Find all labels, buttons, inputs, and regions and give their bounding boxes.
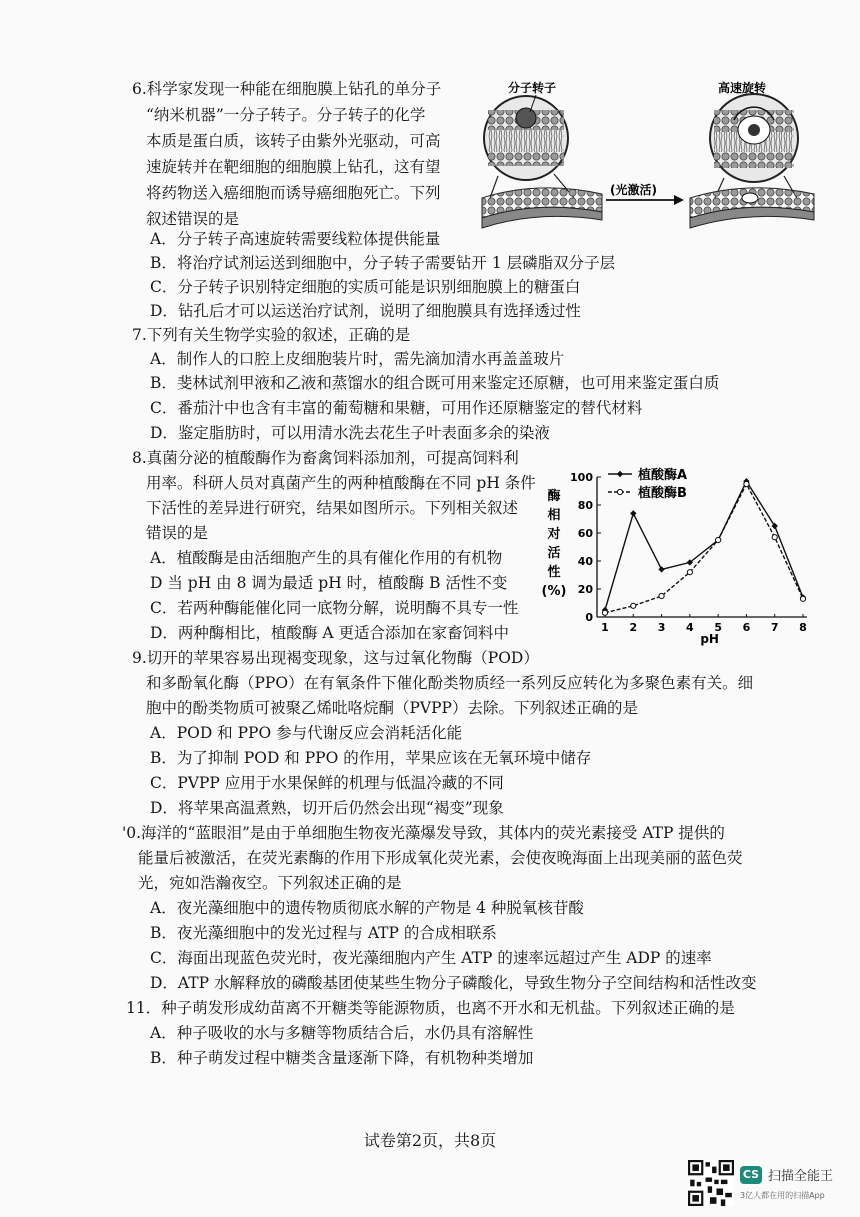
q7-stem: 7.下列有关生物学实验的叙述，正确的是: [132, 326, 411, 344]
legend-marker-2: [617, 489, 622, 494]
x-tick-label: 2: [629, 621, 638, 634]
q8-option-b: D 当 pH 由 8 调为最适 pH 时，植酸酶 B 活性不变: [150, 574, 508, 592]
q11-option-a: A．种子吸收的水与多糖等物质结合后，水仍具有溶解性: [150, 1024, 534, 1042]
q6-line-2: “纳米机器”一分子转子。分子转子的化学: [146, 106, 426, 124]
q8-line-2: 用率。科研人员对真菌产生的两种植酸酶在不同 pH 条件: [146, 474, 536, 492]
q7-option-a: A．制作人的口腔上皮细胞装片时，需先滴加清水再盖盖玻片: [150, 350, 565, 368]
y-tick-label: 80: [577, 499, 593, 512]
q11-stem: 11．种子萌发形成幼苗离不开糖类等能源物质，也离不开水和无机盐。下列叙述正确的是: [126, 999, 735, 1017]
y-tick-label: 0: [585, 611, 593, 624]
chart-y-axis-label: [542, 488, 567, 599]
q9-option-a: A．POD 和 PPO 参与代谢反应会消耗活化能: [150, 724, 463, 742]
q10-option-a: A．夜光藻细胞中的遗传物质彻底水解的产物是 4 种脱氧核苷酸: [150, 899, 584, 917]
q6-line-5: 将药物送入癌细胞而诱导癌细胞死亡。下列: [146, 184, 441, 202]
label-high-speed-rotation: 高速旋转: [718, 81, 767, 95]
q10-line-2: 能量后被激活，在荧光素酶的作用下形成氧化荧光素，会使夜晚海面上出现美丽的蓝色荧: [138, 849, 743, 867]
scanner-watermark: [688, 1160, 858, 1217]
q8-line-1: 8.真菌分泌的植酸酶作为畜禽饲料添加剂，可提高饲料利: [132, 449, 519, 467]
y-tick-label: 20: [577, 583, 593, 596]
x-tick-label: 1: [601, 621, 609, 634]
q10-option-b: B．夜光藻细胞中的发光过程与 ATP 的合成相联系: [150, 924, 497, 942]
chart-legend: [608, 467, 687, 501]
data-point-2: [602, 610, 607, 615]
molecular-rotor-figure: [478, 80, 818, 240]
legend-label-2: 植酸酶B: [638, 486, 687, 501]
x-axis-label: pH: [700, 632, 719, 646]
enzyme-activity-chart: [540, 462, 840, 652]
y-tick-label: 40: [577, 555, 593, 568]
q6-option-d: D．钻孔后才可以运送治疗试剂，说明了细胞膜具有选择透过性: [150, 302, 581, 320]
y-tick-label: 60: [577, 527, 593, 540]
left-membrane: [482, 188, 602, 228]
data-point-1: [630, 510, 636, 516]
data-point-2: [687, 570, 692, 575]
series-line-2: [605, 484, 803, 613]
y-axis-label-char: 性: [547, 565, 561, 580]
q6-line-3: 本质是蛋白质，该转子由紫外光驱动，可高: [146, 132, 441, 150]
q6-option-a: A．分子转子高速旋转需要线粒体提供能量: [150, 230, 441, 248]
q6-line-1: 6.科学家发现一种能在细胞膜上钻孔的单分子: [132, 80, 442, 98]
watermark-subtitle: 3亿人都在用的扫描App: [740, 1191, 825, 1200]
q8-line-3: 下活性的差异进行研究，结果如图所示。下列相关叙述: [146, 499, 519, 517]
q9-option-b: B．为了抑制 POD 和 PPO 的作用，苹果应该在无氧环境中储存: [150, 749, 592, 767]
q10-option-c: C．海面出现蓝色荧光时，夜光藻细胞内产生 ATP 的速率远超过产生 ADP 的速率: [150, 949, 712, 967]
y-axis-label-char: 对: [547, 527, 561, 542]
right-magnified-view: [710, 94, 798, 200]
x-tick-label: 8: [799, 621, 807, 634]
q7-option-b: B．斐林试剂甲液和乙液和蒸馏水的组合既可用来鉴定还原糖，也可用来鉴定蛋白质: [150, 374, 720, 392]
chart-axes: [570, 471, 807, 646]
x-tick-label: 5: [714, 621, 722, 634]
camscanner-logo: CS: [740, 1166, 762, 1184]
q6-option-c: C．分子转子识别特定细胞的实质可能是识别细胞膜上的糖蛋白: [150, 278, 581, 296]
q9-line-3: 胞中的酚类物质可被聚乙烯吡咯烷酮（PVPP）去除。下列叙述正确的是: [146, 699, 638, 717]
q8-option-d: D．两种酶相比，植酸酶 A 更适合添加在家畜饲料中: [150, 624, 509, 642]
q9-line-1: 9.切开的苹果容易出现褐变现象，这与过氧化物酶（POD）: [132, 649, 539, 667]
q9-option-d: D．将苹果高温煮熟，切开后仍然会出现“褐变”现象: [150, 799, 504, 817]
data-point-2: [744, 481, 749, 486]
x-tick-label: 3: [657, 621, 666, 634]
legend-label-1: 植酸酶A: [638, 468, 688, 483]
x-tick-label: 6: [742, 621, 751, 634]
q9-line-2: 和多酚氧化酶（PPO）在有氧条件下催化酚类物质经一系列反应转化为多聚色素有关。细: [146, 674, 754, 692]
q6-option-b: B．将治疗试剂运送到细胞中，分子转子需要钻开 1 层磷脂双分子层: [150, 254, 616, 272]
q10-option-d: D．ATP 水解释放的磷酸基团使某些生物分子磷酸化，导致生物分子空间结构和活性改变: [150, 974, 757, 992]
q8-option-a: A．植酸酶是由活细胞产生的具有催化作用的有机物: [150, 549, 503, 567]
data-point-2: [716, 537, 721, 542]
data-point-2: [772, 535, 777, 540]
x-tick-label: 7: [770, 621, 779, 634]
q10-line-1: '0.海洋的“蓝眼泪”是由于单细胞生物夜光藻爆发导致，其体内的荧光素接受 ATP 提供的: [122, 824, 725, 842]
q10-line-3: 光，宛如浩瀚夜空。下列叙述正确的是: [138, 874, 402, 892]
data-point-2: [659, 593, 664, 598]
right-membrane: [690, 188, 814, 228]
qr-code-icon: [688, 1160, 734, 1206]
watermark-title: 扫描全能王: [768, 1169, 834, 1184]
x-tick-label: 4: [686, 621, 694, 634]
data-point-2: [800, 596, 805, 601]
q6-line-6: 叙述错误的是: [146, 210, 240, 228]
series-line-1: [605, 481, 803, 610]
data-point-2: [631, 603, 636, 608]
page-footer: 试卷第2页，共8页: [363, 1131, 497, 1150]
q9-option-c: C．PVPP 应用于水果保鲜的机理与低温冷藏的不同: [150, 774, 504, 792]
q7-option-d: D．鉴定脂肪时，可以用清水洗去花生子叶表面多余的染液: [150, 424, 550, 442]
q7-option-c: C．番茄汁中也含有丰富的葡萄糖和果糖，可用作还原糖鉴定的替代材料: [150, 399, 643, 417]
label-light-activation: (光激活): [610, 183, 657, 197]
y-axis-label-char: 相: [547, 508, 561, 523]
data-point-1: [658, 566, 664, 572]
y-axis-label-char: (%): [541, 584, 567, 599]
q8-option-c: C．若两种酶能催化同一底物分解，说明酶不具专一性: [150, 599, 519, 617]
activation-arrow: [606, 182, 684, 205]
label-molecular-rotor: 分子转子: [508, 81, 557, 95]
y-axis-label-char: 酶: [547, 489, 561, 504]
left-magnified-view: [484, 96, 574, 198]
q8-line-4: 错误的是: [146, 524, 209, 542]
y-tick-label: 100: [570, 471, 593, 484]
chart-series: [602, 478, 806, 615]
y-axis-label-char: 活: [547, 546, 561, 561]
q6-line-4: 速旋转并在靶细胞的细胞膜上钻孔，这有望: [146, 158, 441, 176]
legend-marker-1: [617, 471, 623, 477]
q11-option-b: B．种子萌发过程中糖类含量逐渐下降，有机物种类增加: [150, 1049, 534, 1067]
